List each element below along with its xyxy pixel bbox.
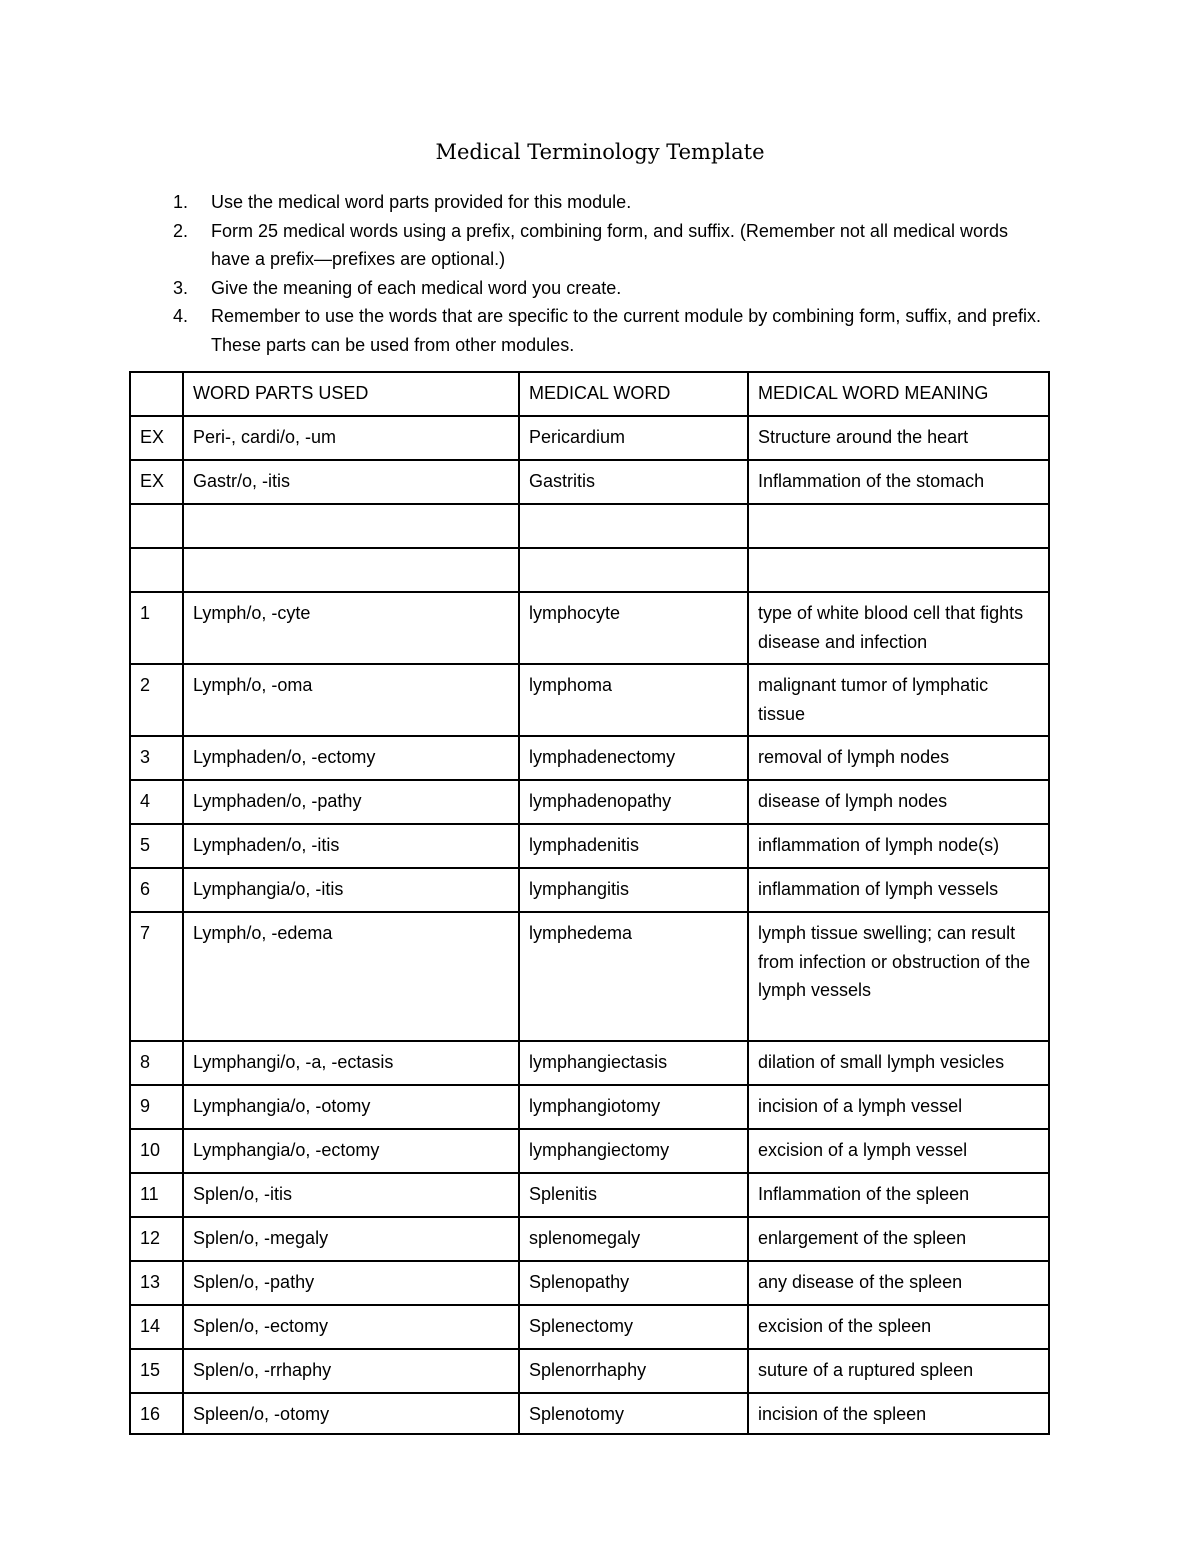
cell-number: 9: [130, 1085, 183, 1129]
instruction-number: 1.: [173, 192, 189, 212]
cell-meaning: excision of the spleen: [748, 1305, 1049, 1349]
cell-number: 4: [130, 780, 183, 824]
cell-medical-word: lymphangiectomy: [519, 1129, 748, 1173]
cell-medical-word: lymphadenectomy: [519, 736, 748, 780]
cell-meaning: incision of a lymph vessel: [748, 1085, 1049, 1129]
cell-word-parts: Lymphaden/o, -ectomy: [183, 736, 519, 780]
terminology-table: [129, 371, 1050, 1435]
table-row: [130, 548, 1049, 592]
cell-medical-word: lymphangiotomy: [519, 1085, 748, 1129]
instruction-item: [173, 188, 1043, 217]
cell-number: 10: [130, 1129, 183, 1173]
cell-number: 2: [130, 664, 183, 736]
cell-meaning: type of white blood cell that fights disease and infection: [748, 592, 1049, 664]
table-row: [130, 1217, 1049, 1261]
cell-number: 5: [130, 824, 183, 868]
table-row: [130, 1349, 1049, 1393]
cell-word-parts: Lymphangia/o, -ectomy: [183, 1129, 519, 1173]
cell-number: 15: [130, 1349, 183, 1393]
cell-word-parts: Lymphangia/o, -otomy: [183, 1085, 519, 1129]
cell-word-parts: Lymphaden/o, -itis: [183, 824, 519, 868]
cell-medical-word: Gastritis: [519, 460, 748, 504]
cell-medical-word: Splenectomy: [519, 1305, 748, 1349]
cell-medical-word: lymphadenitis: [519, 824, 748, 868]
cell-meaning: Structure around the heart: [748, 416, 1049, 460]
header-word-parts: WORD PARTS USED: [183, 372, 519, 416]
table-header-row: [130, 372, 1049, 416]
cell-word-parts: [183, 504, 519, 548]
cell-number: 11: [130, 1173, 183, 1217]
cell-meaning: inflammation of lymph vessels: [748, 868, 1049, 912]
table-row: [130, 664, 1049, 736]
instruction-text: Remember to use the words that are specific to the current module by combining form, suffix, and prefix. These parts can be used from other modules.: [211, 306, 1042, 355]
cell-meaning: disease of lymph nodes: [748, 780, 1049, 824]
header-meaning: MEDICAL WORD MEANING: [748, 372, 1049, 416]
cell-medical-word: lymphadenopathy: [519, 780, 748, 824]
page-title: Medical Terminology Template: [435, 140, 765, 164]
cell-medical-word: Splenopathy: [519, 1261, 748, 1305]
cell-word-parts: Spleen/o, -otomy: [183, 1393, 519, 1434]
table-row: [130, 1305, 1049, 1349]
cell-meaning: inflammation of lymph node(s): [748, 824, 1049, 868]
table-row: [130, 460, 1049, 504]
cell-medical-word: Splenorrhaphy: [519, 1349, 748, 1393]
cell-number: EX: [130, 460, 183, 504]
cell-meaning: [748, 548, 1049, 592]
table-row: [130, 868, 1049, 912]
table-row: [130, 1173, 1049, 1217]
cell-meaning: Inflammation of the spleen: [748, 1173, 1049, 1217]
cell-word-parts: Lymph/o, -edema: [183, 912, 519, 1041]
cell-number: 8: [130, 1041, 183, 1085]
cell-number: 7: [130, 912, 183, 1041]
cell-medical-word: Pericardium: [519, 416, 748, 460]
cell-number: 12: [130, 1217, 183, 1261]
cell-number: [130, 548, 183, 592]
instruction-text: Use the medical word parts provided for this module.: [211, 192, 632, 212]
table-row: [130, 1085, 1049, 1129]
cell-number: 16: [130, 1393, 183, 1434]
table-row: [130, 1129, 1049, 1173]
cell-meaning: removal of lymph nodes: [748, 736, 1049, 780]
cell-number: EX: [130, 416, 183, 460]
cell-medical-word: lymphocyte: [519, 592, 748, 664]
cell-number: 13: [130, 1261, 183, 1305]
table-row: [130, 912, 1049, 1041]
instruction-number: 2.: [173, 220, 189, 241]
cell-medical-word: Splenitis: [519, 1173, 748, 1217]
table-row: [130, 824, 1049, 868]
cell-word-parts: Peri-, cardi/o, -um: [183, 416, 519, 460]
cell-meaning: [748, 504, 1049, 548]
cell-medical-word: Splenotomy: [519, 1393, 748, 1434]
cell-meaning: Inflammation of the stomach: [748, 460, 1049, 504]
instruction-item: [173, 274, 1043, 303]
cell-word-parts: Splen/o, -megaly: [183, 1217, 519, 1261]
cell-meaning: incision of the spleen: [748, 1393, 1049, 1434]
table-row: [130, 592, 1049, 664]
instruction-number: 3.: [173, 277, 189, 298]
table-body: [130, 372, 1049, 1434]
cell-word-parts: Lymphaden/o, -pathy: [183, 780, 519, 824]
instruction-text: Give the meaning of each medical word you create.: [211, 277, 622, 298]
cell-word-parts: Lymph/o, -cyte: [183, 592, 519, 664]
table-row: [130, 1261, 1049, 1305]
cell-word-parts: Splen/o, -rrhaphy: [183, 1349, 519, 1393]
table-row: [130, 780, 1049, 824]
instruction-number: 4.: [173, 306, 189, 326]
table-row: [130, 736, 1049, 780]
cell-number: 6: [130, 868, 183, 912]
cell-word-parts: Splen/o, -pathy: [183, 1261, 519, 1305]
cell-meaning: any disease of the spleen: [748, 1261, 1049, 1305]
table-row: [130, 1041, 1049, 1085]
cell-number: 14: [130, 1305, 183, 1349]
cell-meaning: suture of a ruptured spleen: [748, 1349, 1049, 1393]
cell-meaning: malignant tumor of lymphatic tissue: [748, 664, 1049, 736]
cell-word-parts: Gastr/o, -itis: [183, 460, 519, 504]
cell-medical-word: [519, 548, 748, 592]
table-row: [130, 504, 1049, 548]
header-medical-word: MEDICAL WORD: [519, 372, 748, 416]
header-number: [130, 372, 183, 416]
cell-meaning: excision of a lymph vessel: [748, 1129, 1049, 1173]
cell-medical-word: lymphangitis: [519, 868, 748, 912]
cell-word-parts: [183, 548, 519, 592]
cell-medical-word: [519, 504, 748, 548]
instruction-item: [173, 217, 1043, 274]
cell-word-parts: Lymphangi/o, -a, -ectasis: [183, 1041, 519, 1085]
cell-meaning: lymph tissue swelling; can result from infection or obstruction of the lymph vessels: [748, 912, 1049, 1041]
cell-meaning: enlargement of the spleen: [748, 1217, 1049, 1261]
table-row: [130, 416, 1049, 460]
cell-number: 1: [130, 592, 183, 664]
cell-medical-word: lymphoma: [519, 664, 748, 736]
instruction-text: Form 25 medical words using a prefix, combining form, and suffix. (Remember not all medical words have a prefix—prefixes are optional.): [211, 220, 1008, 269]
instruction-list: [173, 188, 1043, 359]
cell-number: [130, 504, 183, 548]
cell-medical-word: splenomegaly: [519, 1217, 748, 1261]
cell-medical-word: lymphedema: [519, 912, 748, 1041]
cell-word-parts: Lymphangia/o, -itis: [183, 868, 519, 912]
cell-meaning: dilation of small lymph vesicles: [748, 1041, 1049, 1085]
cell-number: 3: [130, 736, 183, 780]
instruction-item: [173, 302, 1043, 359]
table-row: [130, 1393, 1049, 1434]
cell-word-parts: Splen/o, -ectomy: [183, 1305, 519, 1349]
cell-word-parts: Lymph/o, -oma: [183, 664, 519, 736]
cell-medical-word: lymphangiectasis: [519, 1041, 748, 1085]
cell-word-parts: Splen/o, -itis: [183, 1173, 519, 1217]
